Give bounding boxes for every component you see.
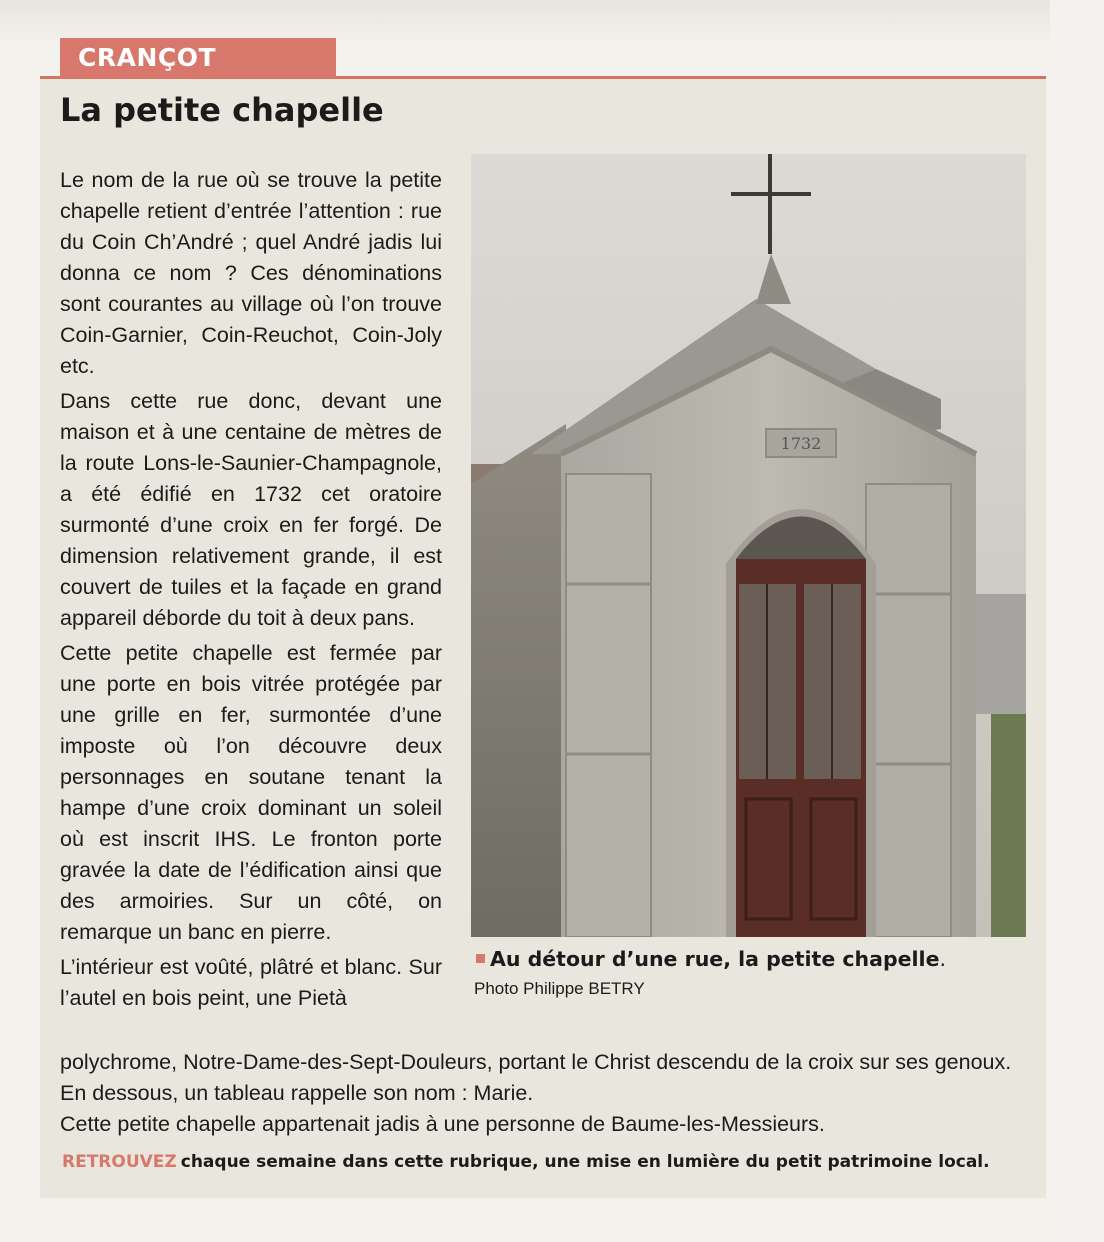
- body-wide: [60, 1047, 1030, 1140]
- promo-lead: RETROUVEZ: [62, 1152, 177, 1172]
- chapel-photo: [471, 154, 1026, 937]
- paragraph-4-start: L’intérieur est voûté, plâtré et blanc. Sur l’autel en bois peint, une Pietà: [60, 955, 442, 1010]
- paragraph-2: Dans cette rue donc, devant une maison et à une centaine de mètres de la route Lons-le-Saunier-Champagnole, a été édifié en 1732 cet oratoire surmonté d’une croix en fer forgé. De dimension relativement grande, il est couvert de tuiles et la façade en grand appareil déborde du toit à deux pans.: [60, 389, 442, 630]
- paragraph-1: Le nom de la rue où se trouve la petite chapelle retient d’entrée l’attention : rue du Coin Ch’André ; quel André jadis lui donna ce nom ? Ces dénominations sont courantes au village où l’on trouve Coin-Garnier, Coin-Reuchot, Coin-Joly etc.: [60, 168, 442, 378]
- section-tag: CRANÇOT: [60, 38, 336, 78]
- adjacent-page-bleed: [1050, 0, 1104, 1242]
- paragraph-5: Cette petite chapelle appartenait jadis à une personne de Baume-les-Messieurs.: [60, 1112, 825, 1136]
- caption-marker: [476, 954, 485, 963]
- caption-text: Au détour d’une rue, la petite chapelle: [490, 947, 940, 971]
- weekly-promo: [62, 1151, 990, 1173]
- paragraph-4-end: polychrome, Notre-Dame-des-Sept-Douleurs, portant le Christ descendu de la croix sur ses genoux. En dessous, un tableau rappelle son nom : Marie.: [60, 1050, 1012, 1105]
- photo-credit: Photo Philippe BETRY: [474, 979, 645, 998]
- paragraph-3: Cette petite chapelle est fermée par une porte en bois vitrée protégée par une grille en fer, surmontée d’une imposte où l’on découvre deux personnages en soutane tenant la hampe d’une croix dominant un soleil où est inscrit IHS. Le fronton porte gravée la date de l’édification ainsi que des armoiries. Sur un côté, on remarque un banc en pierre.: [60, 641, 442, 944]
- caption-end: .: [939, 947, 947, 971]
- body-column: [60, 165, 442, 1018]
- promo-text: chaque semaine dans cette rubrique, une mise en lumière du petit patrimoine local.: [180, 1152, 990, 1172]
- article-title: La petite chapelle: [60, 91, 384, 129]
- photo-caption: [476, 946, 946, 972]
- previous-article-bleed: [0, 0, 1104, 40]
- date-carving: 1732: [780, 434, 822, 453]
